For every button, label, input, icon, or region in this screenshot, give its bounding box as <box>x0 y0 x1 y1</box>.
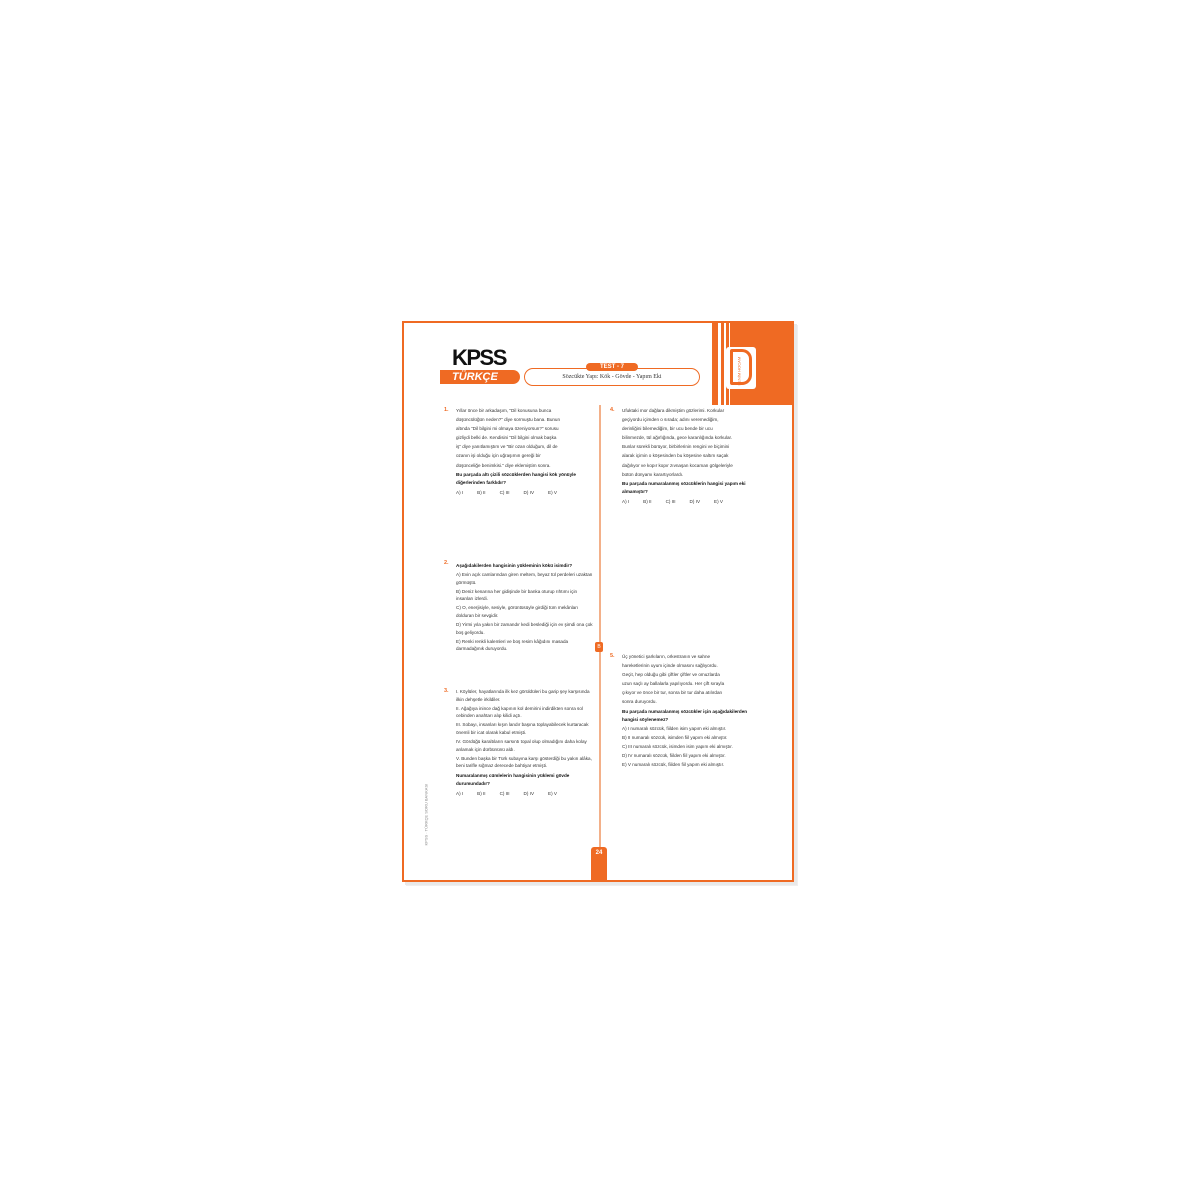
page-number: 24 <box>591 847 607 882</box>
answer-option[interactable]: E) V numaralı sözcük, fiilden fiil yapım eki almıştır. <box>622 762 725 768</box>
passage-line: geçiyordu içimden o sırada; adını veremediğim, <box>622 417 719 423</box>
question-prompt: Bu parçada numaralanmış sözcükler için aşağıdakilerden hangisi söylenemez? <box>622 709 748 722</box>
answer-option[interactable]: A) Evin açık camlarından giren meltem, beyaz tül perdeleri uzaktan görmüştü. <box>456 572 593 585</box>
answer-option[interactable]: D) IV numaralı sözcük, fiilden fiil yapım eki almıştır. <box>622 753 726 759</box>
passage-line: ozanın işi olduğu için uğraşımın gereği bir <box>456 453 541 459</box>
answer-option[interactable]: E) Renki renkli kalemleri ve boş resim kâğıdını masada darmadağınık duruyordu. <box>456 638 569 652</box>
question-prompt: Bu parçada altı çizili sözcüklerden hangisi kök yönüyle diğerlerinden farklıdır? <box>456 472 576 485</box>
passage-line: düşüncülüğün neden?" diye sormuştu bana. Bunun <box>456 417 561 423</box>
worksheet-page <box>402 321 794 882</box>
subject-label: TÜRKÇE <box>452 371 498 383</box>
question-number: 4. <box>610 407 615 413</box>
answer-option[interactable]: C) III numaralı sözcük, isimden isim yapım eki almıştır. <box>622 743 733 749</box>
passage-line: Ufuktaki mor dağlara dikmiştim gözlerimi. Korkular <box>622 408 725 413</box>
question-number: 1. <box>444 407 449 413</box>
answer-option[interactable]: B) II <box>477 791 486 797</box>
numbered-sentence: II. Ağağıya inince dağ kapının kol demirini indirdikten sonra sol cebinden anahtarı alıp kilidi açtı. <box>456 705 583 719</box>
answer-option[interactable]: B) II numaralı sözcük, isimden fiil yapım eki almıştır. <box>622 734 728 740</box>
answer-option[interactable]: D) IV <box>689 499 701 505</box>
answer-option[interactable]: B) II <box>643 499 652 505</box>
publisher-logo <box>726 347 756 389</box>
answer-option[interactable]: D) IV <box>523 791 535 797</box>
question-3 <box>444 688 594 798</box>
passage-line: Geçit, hep olduğu gibi çiftler çiftler ve omuzlarda <box>622 672 720 678</box>
test-title: Sözcükte Yapı: Kök - Gövde - Yapım Eki <box>524 368 700 386</box>
answer-option[interactable]: C) O, enerjisiyle, sesiyle, görüntüsüyle girdiği tüm mekânları dolduran bir sevgidir. <box>456 605 579 619</box>
answer-option[interactable]: C) III <box>499 791 510 797</box>
answer-option[interactable]: E) V <box>548 490 557 496</box>
answer-option[interactable]: A) I <box>456 791 464 797</box>
passage-line: bütün dünyamı karartıyorlardı. <box>622 471 684 477</box>
question-number: 2. <box>444 560 449 566</box>
question-1 <box>444 407 594 497</box>
corner-banner <box>712 323 792 405</box>
passage-line: Üç yönetici şarkıların, orkestranın ve sahne <box>622 654 711 659</box>
answer-option[interactable]: A) I numaralı sözcük, fiilden isim yapım eki almıştır. <box>622 725 727 731</box>
question-2 <box>444 560 594 655</box>
passage-line: düşünceliğe benimkisi." diye eklemiştim sonra. <box>456 462 551 468</box>
numbered-sentence: III. Sobayı, insanları kışın landır başına toplayabilecek kurtaracak önemli bir icat olarak kabul etmişti. <box>456 722 589 735</box>
question-prompt: Bu parçada numaralanmış sözcüklerin hangisi yapım eki almamıştır? <box>622 481 746 494</box>
numbered-sentence: V. Bunden başka bir Türk subayına karşı gösterdiği bu yakın alâka, beni tarifle sığmaz derecede bahtiyar etmişti. <box>456 755 592 769</box>
passage-line: bilinmezde, tül ağırlığında, gece karanlığında korkular. <box>622 435 733 441</box>
answer-option[interactable]: E) V <box>714 499 723 505</box>
answer-option[interactable]: E) V <box>548 791 557 797</box>
numbered-sentence: I. Köylüler, hayatlarında ilk kez görüldüleri bu garip şey karşısında ilkin dehşetle irkildiler. <box>456 689 590 702</box>
passage-line: uzun saçlı ay ballalarla yapılıyordu. Her çift sırayla <box>622 681 725 687</box>
question-number: 5. <box>610 653 615 659</box>
center-mark: B <box>595 642 603 652</box>
test-tag: TEST - 7 <box>586 363 638 371</box>
numbered-sentence: IV. Gördüğü karaltıların sarsıntı topal olup olmadığını daha kolay anlamak için dürbününü aldı. <box>456 739 587 752</box>
answer-option[interactable]: A) I <box>456 490 464 496</box>
question-4 <box>610 407 760 506</box>
answer-option[interactable]: A) I <box>622 499 630 505</box>
question-number: 3. <box>444 688 449 694</box>
passage-line: sonra duruyordu. <box>622 699 657 705</box>
side-label: KPSS · TÜRKÇE SORU BANKASI <box>423 783 429 846</box>
answer-option[interactable]: C) III <box>499 490 510 496</box>
passage-line: iş" diye yanıtlamıştım ve "Bir ozan olduğum, dil de <box>456 444 558 450</box>
answer-option[interactable]: D) Yirmi yıla yakın bir zamandır kedi beslediği için ev şimdi ona çok boş geliyordu. <box>456 622 593 635</box>
answer-option[interactable]: C) III <box>665 499 676 505</box>
question-5 <box>610 653 760 770</box>
passage-line: Bunlar sürekli bürüyor, birbirlerinin rengini ve biçimini <box>622 444 730 450</box>
logo-text: BENİM HOCAM <box>736 356 742 386</box>
passage-line: hareketlerinin uyum içinde olmasını sağlıyordu. <box>622 663 718 669</box>
question-prompt: Aşağıdakilerden hangisinin yükleminin kökü isimdir? <box>456 563 573 568</box>
passage-line: alarak içimin o köşesinden bu köşesine saltım saçak <box>622 453 729 459</box>
brand-title: KPSS <box>452 345 506 370</box>
passage-line: Yıllar önce bir arkadaşım, "Dil konusuna bunca <box>456 408 552 413</box>
passage-line: gizliydi belki de. Kendisini "Dil bilgini olmak başka <box>456 435 557 441</box>
passage-line: çıkıyor ve önce bir tur, sonra bir tur daha atılırdan <box>622 690 723 696</box>
question-prompt: Numaralanmış cümlelerin hangisinin yüklemi gövde durumundadır? <box>456 772 570 786</box>
answer-option[interactable]: B) Deniz kenarına her gidişinde bir banka oturup rıhtımı için insanları izlerdi. <box>456 588 578 602</box>
passage-line: altında "Dil bilgini mi olmaya özeniyorsun?" sorusu <box>456 426 559 432</box>
passage-line: dağılıyor ve kopır kopır zıvnaşan kocaman gölgeleriyle <box>622 462 733 468</box>
answer-option[interactable]: B) II <box>477 490 486 496</box>
answer-option[interactable]: D) IV <box>523 490 535 496</box>
passage-line: derinliğini bilemediğim, bir ucu bende bir ucu <box>622 426 713 432</box>
